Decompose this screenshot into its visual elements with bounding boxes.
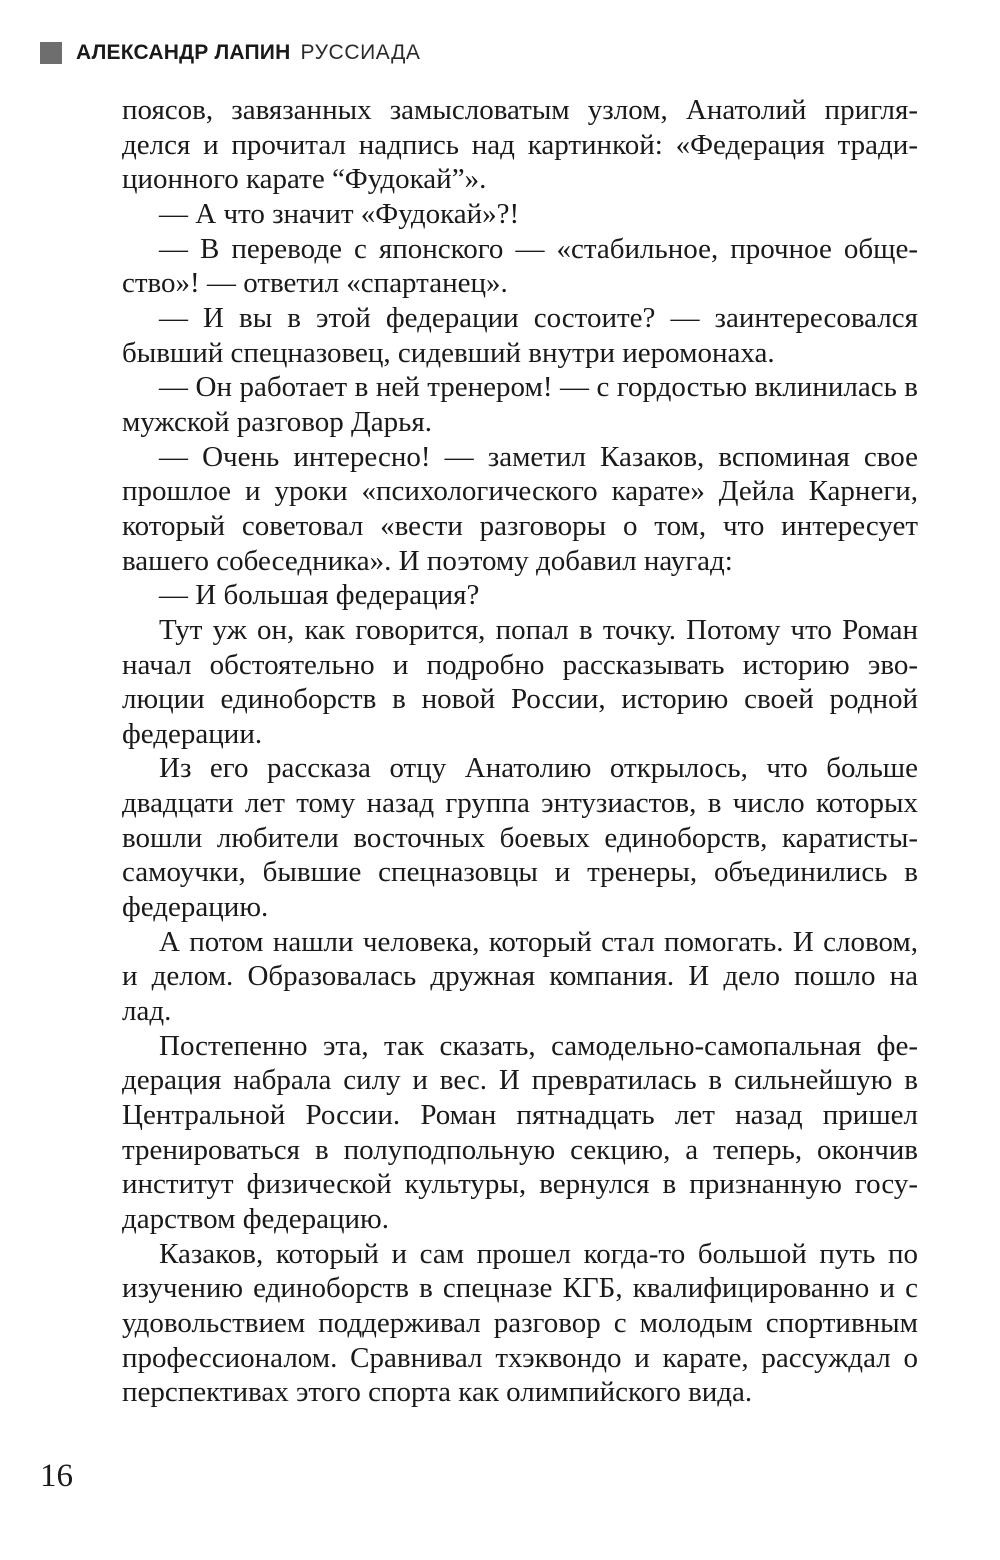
paragraph: — Очень интересно! — заметил Казаков, вспоминая свое прошлое и уроки «психологического карате» Дейла Карнеги, который советовал «вести разговоры о том, что интересует вашего собеседника». И поэтому добавил наугад: xyxy=(122,440,918,577)
paragraph: Казаков, который и сам прошел когда-то большой путь по изучению единоборств в спецназе КГБ, квалифицированно и с удовольствием поддерживал разговор с молодым спортивным профессионалом. Сравнивал тхэквондо и карате, рассуждал о перспективах этого спорта как олимпийского вида. xyxy=(122,1237,918,1409)
paragraph: Тут уж он, как говорится, попал в точку. Потому что Роман начал обстоятельно и подробно рассказывать историю эволюции единоборств в новой России, историю своей родной федерации. xyxy=(122,613,918,750)
header-author: АЛЕКСАНДР ЛАПИН xyxy=(76,41,291,64)
paragraph: — И большая федерация? xyxy=(159,579,480,612)
paragraph: — В переводе с японского — «стабильное, прочное общество»! — ответил «спартанец». xyxy=(122,232,918,300)
header-book-title: РУССИАДА xyxy=(300,41,421,64)
paragraph: Постепенно эта, так сказать, самодельно-самопальная федерация набрала силу и вес. И превратилась в сильнейшую в Центральной России. Роман пятнадцать лет назад пришел тренироваться в полуподпольную секцию, а теперь, окончив институт физической культуры, вернулся в признанную государством федерацию. xyxy=(122,1029,918,1235)
paragraph: — И вы в этой федерации состоите? — заинтересовался бывший спецназовец, сидевший внутри иеромонаха. xyxy=(122,301,918,369)
page-number: 16 xyxy=(40,1458,73,1494)
page-body xyxy=(122,93,918,1410)
paragraph: поясов, завязанных замысловатым узлом, Анатолий пригляделся и прочитал надпись над картинкой: «Федерация традиционного карате “Фудокай”». xyxy=(122,94,918,196)
paragraph: — А что значит «Фудокай»?! xyxy=(159,197,520,230)
header-square-marker xyxy=(40,42,62,64)
paragraph: — Он работает в ней тренером! — с гордостью вклинилась в мужской разговор Дарья. xyxy=(122,371,918,438)
running-header xyxy=(40,38,421,68)
paragraph: А потом нашли человека, который стал помогать. И словом, и делом. Образовалась дружная компания. И дело пошло на лад. xyxy=(122,925,918,1028)
paragraph: Из его рассказа отцу Анатолию открылось, что больше двадцати лет тому назад группа энтузиастов, в число которых вошли любители восточных боевых единоборств, каратисты-самоучки, бывшие спецназовцы и тренеры, объединились в федерацию. xyxy=(122,752,918,924)
